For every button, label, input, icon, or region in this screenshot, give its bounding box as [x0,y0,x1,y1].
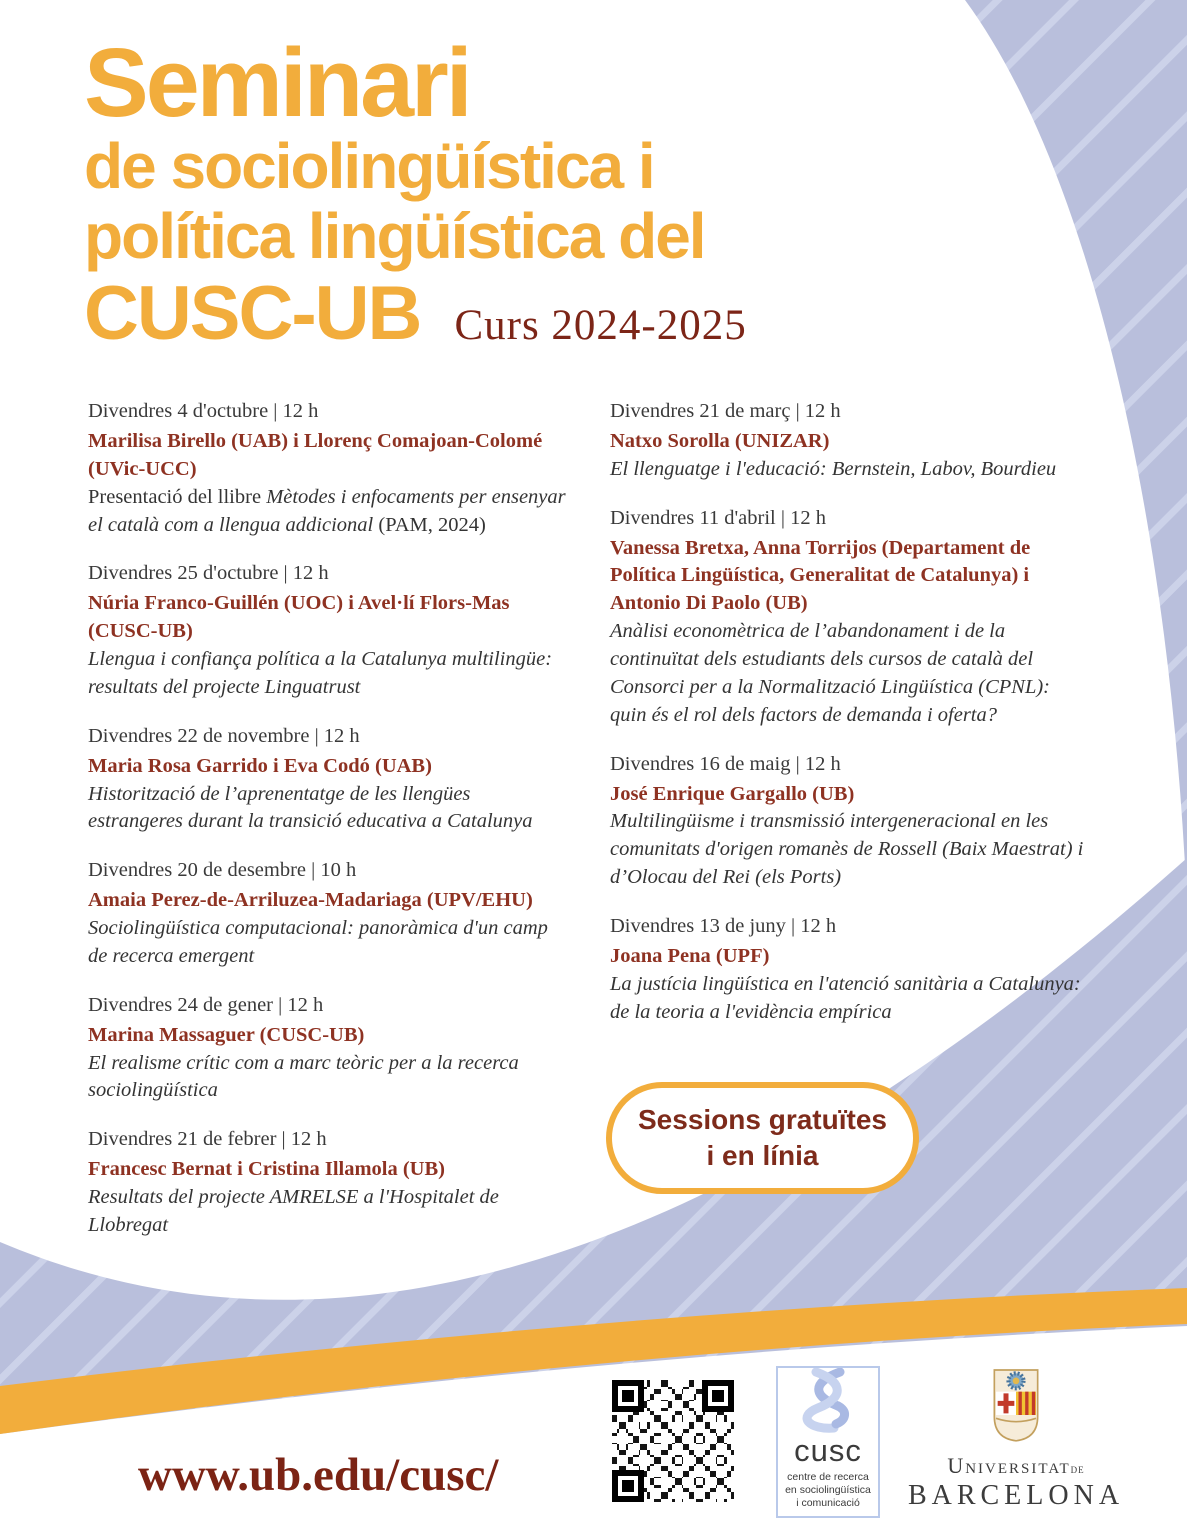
session-date: Divendres 4 d'octubre | 12 h [88,400,319,422]
sessions-column-right [610,398,1090,1194]
session-entry [88,398,568,539]
session-date: Divendres 20 de desembre | 10 h [88,859,357,882]
session-title: Llengua i confiança política a la Catalunya multilingüe: resultats del projecte Linguatrust [88,648,553,698]
session-date: Divendres 21 de febrer | 12 h [88,1128,327,1151]
qr-finder-icon [612,1380,644,1412]
qr-finder-icon [612,1470,644,1502]
course-year: Curs 2024-2025 [454,301,747,349]
session-speakers: Maria Rosa Garrido i Eva Codó (UAB) [88,754,432,777]
free-sessions-badge [606,1082,919,1195]
title-line-3: política lingüística del [84,200,705,273]
ub-crest-icon [991,1366,1041,1444]
poster-header [84,28,747,356]
session-title: Sociolingüística computacional: panoràmica d'un camp de recerca emergent [88,917,548,967]
session-speakers: Marina Massaguer (CUSC-UB) [88,1023,365,1046]
session-title: El realisme crític com a marc teòric per a la recerca sociolingüística [88,1051,519,1102]
session-speakers: Joana Pena (UPF) [610,944,770,967]
title-line-4: CUSC-UB [84,270,421,356]
session-entry [610,913,1090,1027]
session-title: Resultats del projecte AMRELSE a l'Hospitalet de Llobregat [88,1186,499,1236]
session-speakers: Amaia Perez-de-Arriluzea-Madariaga (UPV/EHU) [88,889,533,912]
ub-name-line-2: BARCELONA [907,1480,1125,1511]
title-line-2: de sociolingüística i [84,130,654,202]
cusc-subtitle-line: en sociolingüística [785,1484,871,1497]
session-entry [88,560,568,701]
session-title: El llenguatge i l'educació: Bernstein, Labov, Bourdieu [610,457,1057,480]
session-speakers: José Enrique Gargallo (UB) [610,782,855,805]
session-title: Presentació del llibre Mètodes i enfocaments per ensenyar el català com a llengua addicional (PAM, 2024) [88,485,566,536]
session-speakers: Vanessa Bretxa, Anna Torrijos (Departament de Política Lingüística, Generalitat de Catalunya) i Antonio Di Paolo (UB) [610,536,1031,615]
session-date: Divendres 22 de novembre | 12 h [88,724,360,747]
title-line-1: Seminari [84,28,470,137]
session-entry [610,751,1090,892]
sessions-column-left [88,398,568,1261]
ub-logo [898,1366,1134,1512]
website-url: www.ub.edu/cusc/ [138,1449,499,1501]
session-speakers: Francesc Bernat i Cristina Illamola (UB) [88,1158,445,1181]
session-title: Anàlisi economètrica de l’abandonament i de la continuïtat dels estudiants dels cursos de català del Consorci per a la Normalització Lingüística (CPNL): quin és el rol dels factors de demanda i oferta? [610,620,1051,726]
session-date: Divendres 25 d'octubre | 12 h [88,562,329,585]
session-entry [88,1126,568,1240]
session-date: Divendres 21 de març | 12 h [610,400,841,422]
cusc-wordmark: cusc [794,1433,862,1468]
session-title: Multilingüisme i transmissió intergeneracional en les comunitats d'origen romanès de Rossell (Baix Maestrat) i d’Olocau del Rei (els Ports) [610,810,1084,889]
session-speakers: Núria Franco-Guillén (UOC) i Avel·lí Flors-Mas (CUSC-UB) [88,592,510,643]
session-entry [610,505,1090,730]
session-entry [88,723,568,837]
ub-name-line-1: Universitatde [947,1453,1085,1478]
session-date: Divendres 11 d'abril | 12 h [610,506,826,529]
cusc-subtitle-line: i comunicació [796,1497,860,1510]
badge-line-1: Sessions gratuïtes [638,1103,887,1135]
session-date: Divendres 24 de gener | 12 h [88,993,324,1016]
session-title: Historització de l’aprenentatge de les llengües estrangeres durant la transició educativa a Catalunya [88,782,533,833]
cusc-subtitle-line: centre de recerca [787,1471,869,1483]
badge-line-2: i en línia [706,1139,819,1171]
session-date: Divendres 13 de juny | 12 h [610,915,837,937]
session-entry [88,992,568,1106]
cusc-logo [776,1366,880,1518]
session-speakers: Marilisa Birello (UAB) i Llorenç Comajoan-Colomé (UVic-UCC) [88,429,543,480]
session-entry [610,398,1090,484]
session-date: Divendres 16 de maig | 12 h [610,752,841,775]
qr-finder-icon [702,1380,734,1412]
session-title: La justícia lingüística en l'atenció sanitària a Catalunya: de la teoria a l'evidència empírica [610,972,1081,1023]
cusc-dna-icon [796,1368,860,1434]
session-speakers: Natxo Sorolla (UNIZAR) [610,429,830,452]
qr-code-icon [612,1380,734,1502]
session-entry [88,857,568,971]
